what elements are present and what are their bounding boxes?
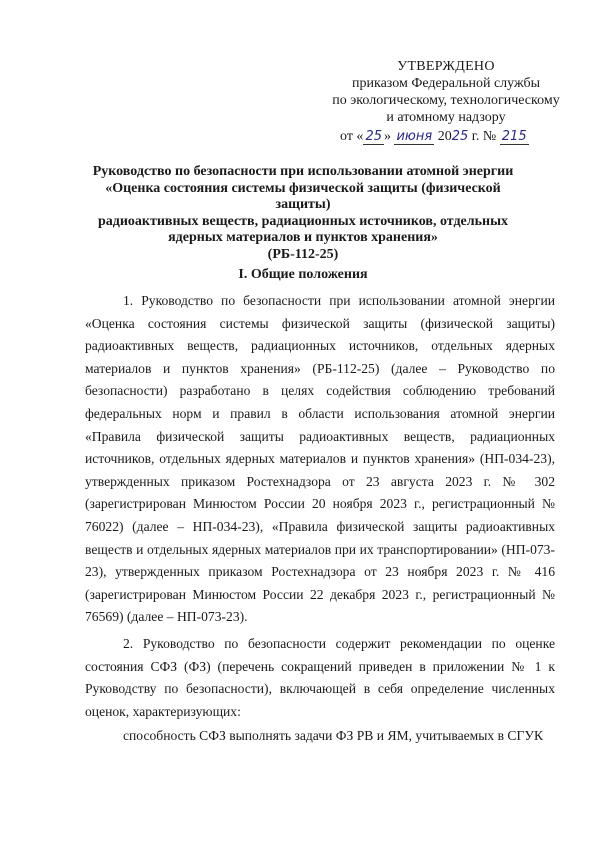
- title-line-5: (РБ-112-25): [267, 246, 339, 262]
- order-year-prefix: 20: [434, 129, 452, 144]
- approval-line-2: по экологическому, технологическому: [332, 93, 560, 108]
- order-number-handwritten: 215: [501, 129, 527, 144]
- approval-heading: УТВЕРЖДЕНО: [397, 59, 495, 74]
- approval-line-1: приказом Федеральной службы: [352, 76, 540, 91]
- paragraph-2: 2. Руководство по безопасности содержит рекомендации по оценке состояния СФЗ (ФЗ) (перечень сокращений приведен в приложении № 1 к Руководству по безопасности), включающей в себя определение численных оценок, характеризующих:: [85, 635, 555, 719]
- approval-block: [316, 58, 576, 126]
- body-text: [85, 290, 555, 748]
- title-line-4: ядерных материалов и пунктов хранения»: [168, 230, 438, 245]
- title-line-1: Руководство по безопасности при использовании атомной энергии: [92, 164, 514, 179]
- order-day-handwritten: 25: [365, 129, 382, 144]
- order-mid: »: [383, 129, 395, 144]
- order-month-handwritten: июня: [396, 129, 433, 144]
- section-heading: I. Общие положения: [238, 267, 368, 282]
- order-year-end: г. №: [468, 129, 500, 144]
- order-prefix: от «: [340, 129, 364, 144]
- approval-line-3: и атомному надзору: [386, 110, 506, 125]
- order-date-line: [340, 128, 580, 146]
- title-line-3: радиоактивных веществ, радиационных источников, отдельных: [97, 213, 509, 229]
- paragraph-3: способность СФЗ выполнять задачи ФЗ РВ и ЯМ, учитываемых в СГУК: [123, 728, 544, 744]
- order-year-handwritten: 25: [451, 129, 469, 144]
- title-line-2: «Оценка состояния системы физической защиты (физической защиты): [105, 180, 501, 212]
- paragraph-1: 1. Руководство по безопасности при использовании атомной энергии «Оценка состояния системы физической защиты (физической защиты) радиоактивных веществ, радиационных источников, отдельных ядерных материалов и пунктов хранения» (РБ-112-25) (далее – Руководство по безопасности) разработано в целях содействия соблюдению требований федеральных норм и правил в области использования атомной энергии «Правила физической защиты радиоактивных веществ, радиационных источников, отдельных ядерных материалов и пунктов хранения» (НП-034-23), утвержденных приказом Ростехнадзора от 23 августа 2023 г. № 302 (зарегистрирован Минюстом России 20 ноября 2023 г., регистрационный № 76022) (далее – НП-034-23), «Правила физической защиты радиоактивных веществ и отдельных ядерных материалов при их транспортировании» (НП-073-23), утвержденных приказом Ростехнадзора от 23 ноября 2023 г. № 416 (зарегистрирован Минюстом России 22 декабря 2023 г., регистрационный № 76569) (далее – НП-073-23).: [85, 293, 555, 625]
- document-title: [90, 164, 516, 263]
